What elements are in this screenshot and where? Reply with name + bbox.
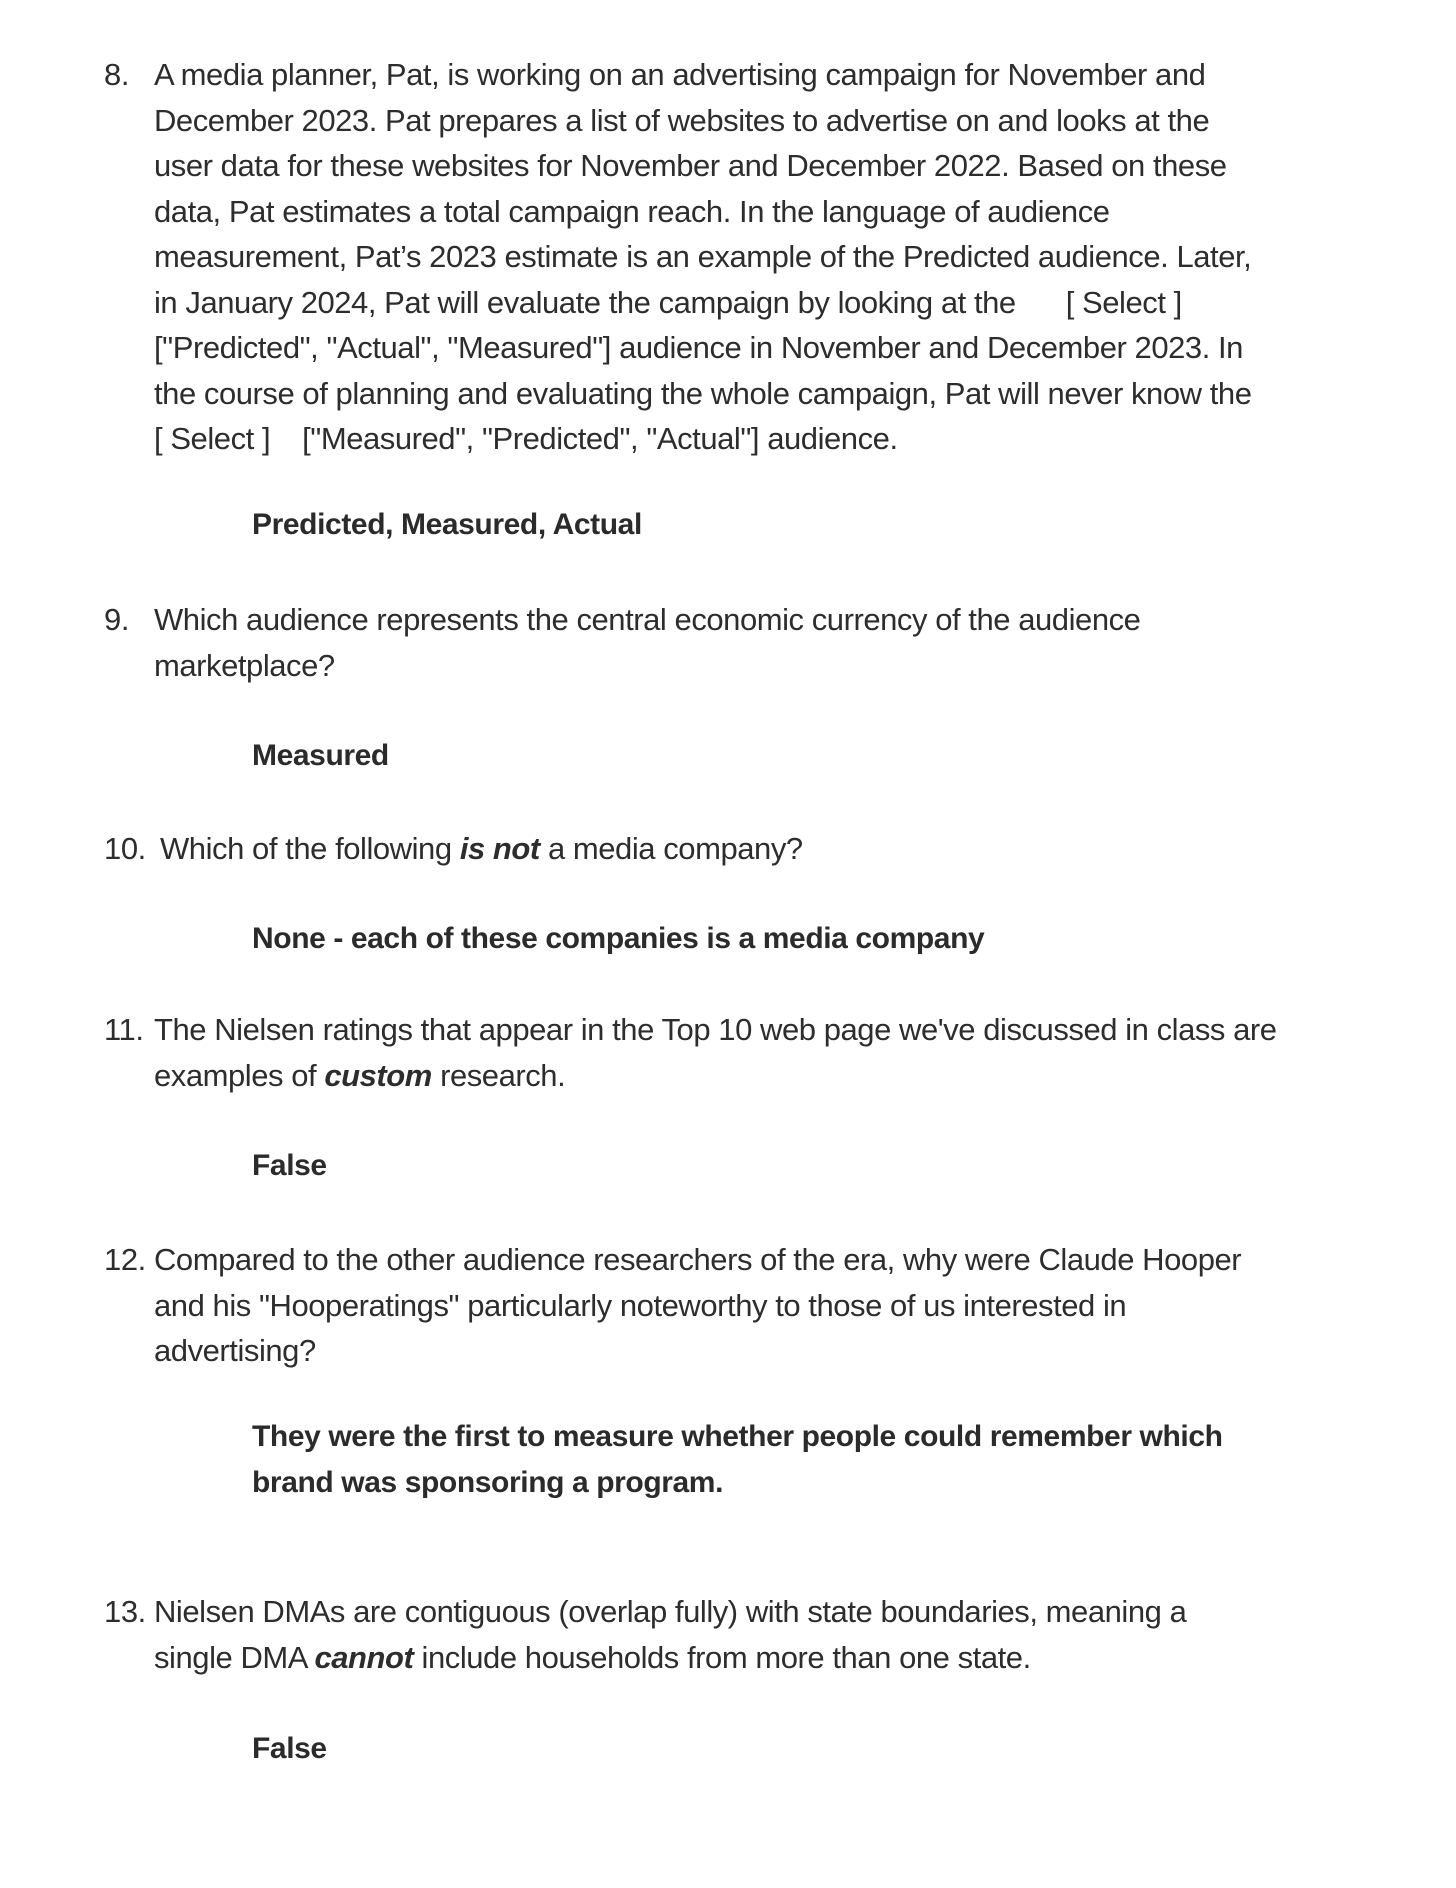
question-line-text: examples of xyxy=(154,1057,325,1093)
question-line: data, Pat estimates a total campaign reach. In the language of audience xyxy=(154,193,1110,229)
question-line-text: in January 2024, Pat will evaluate the campaign by looking at the xyxy=(154,284,1016,320)
answer-11: False xyxy=(252,1149,327,1182)
answer-9: Measured xyxy=(252,739,389,772)
emphasis-text: cannot xyxy=(314,1639,414,1675)
question-line xyxy=(154,1635,1344,1681)
question-number: 8. xyxy=(104,57,130,92)
question-line: ["Predicted", "Actual", "Measured"] audience in November and December 2023. In xyxy=(154,330,1243,365)
answer-line: brand was sponsoring a program. xyxy=(252,1466,724,1499)
question-line-text: Which of the following xyxy=(160,831,460,866)
question-line-text: a media company? xyxy=(539,831,803,866)
question-line-text: ["Measured", "Predicted", "Actual"] audience. xyxy=(302,421,898,456)
question-line: advertising? xyxy=(154,1333,316,1368)
question-number: 9. xyxy=(104,602,130,637)
question-text xyxy=(154,1589,1344,1680)
question-line: Nielsen DMAs are contiguous (overlap fully) with state boundaries, meaning a xyxy=(154,1594,1187,1629)
question-line-text: research. xyxy=(431,1057,566,1093)
answer-line: They were the first to measure whether people could remember which xyxy=(252,1420,1223,1453)
question-line xyxy=(154,280,1344,326)
question-text xyxy=(154,597,1344,688)
question-line: Which audience represents the central economic currency of the audience xyxy=(154,602,1141,637)
question-text xyxy=(160,826,1350,872)
answer-12 xyxy=(252,1414,1352,1506)
answer-8: Predicted, Measured, Actual xyxy=(252,508,642,541)
answer-10: None - each of these companies is a media company xyxy=(252,922,985,955)
question-line: A media planner, Pat, is working on an advertising campaign for November and xyxy=(154,57,1206,92)
question-line xyxy=(154,1053,1344,1099)
question-line xyxy=(154,416,1344,462)
question-number: 11. xyxy=(104,1012,144,1047)
question-line-text: single DMA xyxy=(154,1639,315,1675)
emphasis-text: custom xyxy=(324,1057,432,1093)
question-8 xyxy=(104,52,1344,462)
question-line: marketplace? xyxy=(154,647,335,683)
question-number: 12. xyxy=(104,1242,146,1277)
question-number: 10. xyxy=(104,831,146,866)
question-line: the course of planning and evaluating the whole campaign, Pat will never know the xyxy=(154,375,1252,411)
question-text xyxy=(154,52,1344,462)
question-line: and his "Hooperatings" particularly noteworthy to those of us interested in xyxy=(154,1287,1127,1323)
select-dropdown-1[interactable]: [ Select ] xyxy=(1065,284,1182,320)
question-line: measurement, Pat’s 2023 estimate is an example of the Predicted audience. Later, xyxy=(154,239,1252,274)
question-text xyxy=(154,1237,1344,1374)
question-line: The Nielsen ratings that appear in the Top 10 web page we've discussed in class are xyxy=(154,1012,1277,1047)
question-text xyxy=(154,1007,1344,1098)
question-number: 13. xyxy=(104,1594,146,1629)
emphasis-text: is not xyxy=(459,831,540,866)
question-9 xyxy=(104,597,1344,688)
question-13 xyxy=(104,1589,1344,1680)
question-11 xyxy=(104,1007,1344,1098)
question-10 xyxy=(104,826,1344,872)
question-line xyxy=(160,826,1350,872)
question-line: December 2023. Pat prepares a list of websites to advertise on and looks at the xyxy=(154,102,1210,138)
question-line: user data for these websites for November and December 2022. Based on these xyxy=(154,148,1227,183)
question-line-text: include households from more than one state. xyxy=(413,1639,1031,1675)
select-dropdown-2[interactable]: [ Select ] xyxy=(154,421,271,456)
question-12 xyxy=(104,1237,1344,1374)
question-line: Compared to the other audience researchers of the era, why were Claude Hooper xyxy=(154,1242,1242,1277)
answer-13: False xyxy=(252,1732,327,1765)
